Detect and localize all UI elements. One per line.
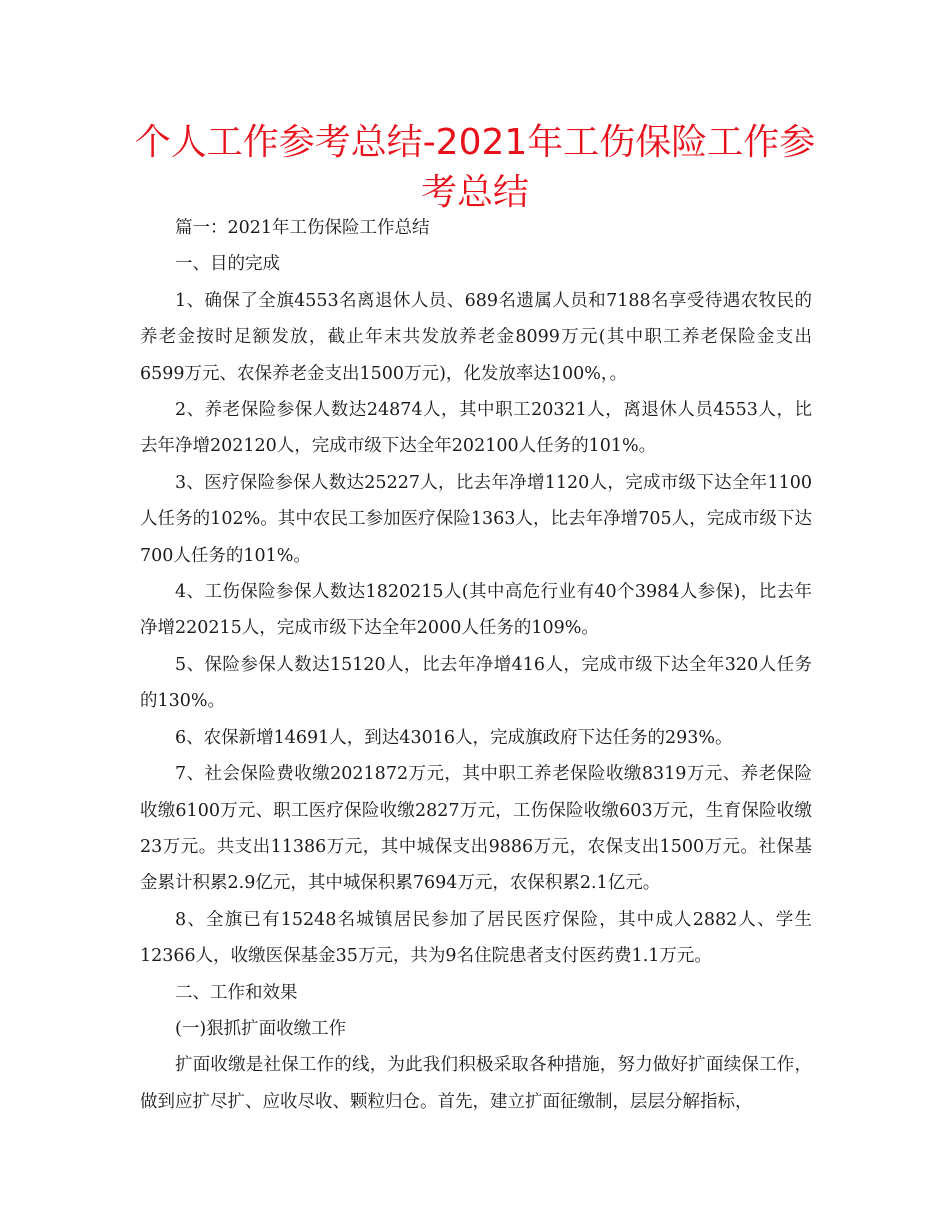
- paragraph-item-2: 2、养老保险参保人数达24874人，其中职工20321人，离退休人员4553人，比去年净增202120人，完成市级下达全年202100人任务的101%。: [140, 400, 812, 457]
- paragraph-item-4: 4、工伤保险参保人数达1820215人(其中高危行业有40个3984人参保)，比去年净增220215人，完成市级下达全年2000人任务的109%。: [140, 582, 812, 639]
- paragraph-item-6: 6、农保新增14691人，到达43016人，完成旗政府下达任务的293%。: [175, 727, 733, 748]
- document-title: 个人工作参考总结-2021年工伤保险工作参考总结: [134, 122, 816, 213]
- subsection-heading-expansion: (一)狠抓扩面收缴工作: [175, 1018, 347, 1039]
- paragraph-item-3: 3、医疗保险参保人数达25227人，比去年净增1120人，完成市级下达全年1100人任务的102%。其中农民工参加医疗保险1363人，比去年净增705人，完成市级下达700人任务的101%。: [140, 472, 812, 566]
- section-heading-work: 二、工作和效果: [175, 982, 298, 1003]
- paragraph-item-5: 5、保险参保人数达15120人，比去年净增416人，完成市级下达全年320人任务的130%。: [140, 654, 812, 712]
- section-heading-part1: 篇一：2021年工伤保险工作总结: [175, 218, 430, 238]
- paragraph-item-1: 1、确保了全旗4553名离退休人员、689名遗属人员和7188名享受待遇农牧民的养老金按时足额发放，截止年末共发放养老金8099万元(其中职工养老保险金支出6599万元、农保养老金支出1500万元)，化发放率达100%，。: [140, 290, 812, 384]
- section-heading-goals: 一、目的完成: [175, 254, 280, 275]
- paragraph-expansion: 扩面收缴是社保工作的线，为此我们积极采取各种措施，努力做好扩面续保工作，做到应扩尽扩、应收尽收、颗粒归仓。首先，建立扩面征缴制，层层分解指标，: [140, 1055, 812, 1112]
- paragraph-item-7: 7、社会保险费收缴2021872万元，其中职工养老保险收缴8319万元、养老保险收缴6100万元、职工医疗保险收缴2827万元，工伤保险收缴603万元，生育保险收缴23万元。共支出11386万元，其中城保支出9886万元，农保支出1500万元。社保基金累计积累2.9亿元，其中城保积累7694万元，农保积累2.1亿元。: [140, 764, 812, 894]
- paragraph-item-8: 8、全旗已有15248名城镇居民参加了居民医疗保险，其中成人2882人、学生12366人，收缴医保基金35万元，共为9名住院患者支付医药费1.1万元。: [140, 909, 812, 967]
- document-body: [140, 210, 812, 1120]
